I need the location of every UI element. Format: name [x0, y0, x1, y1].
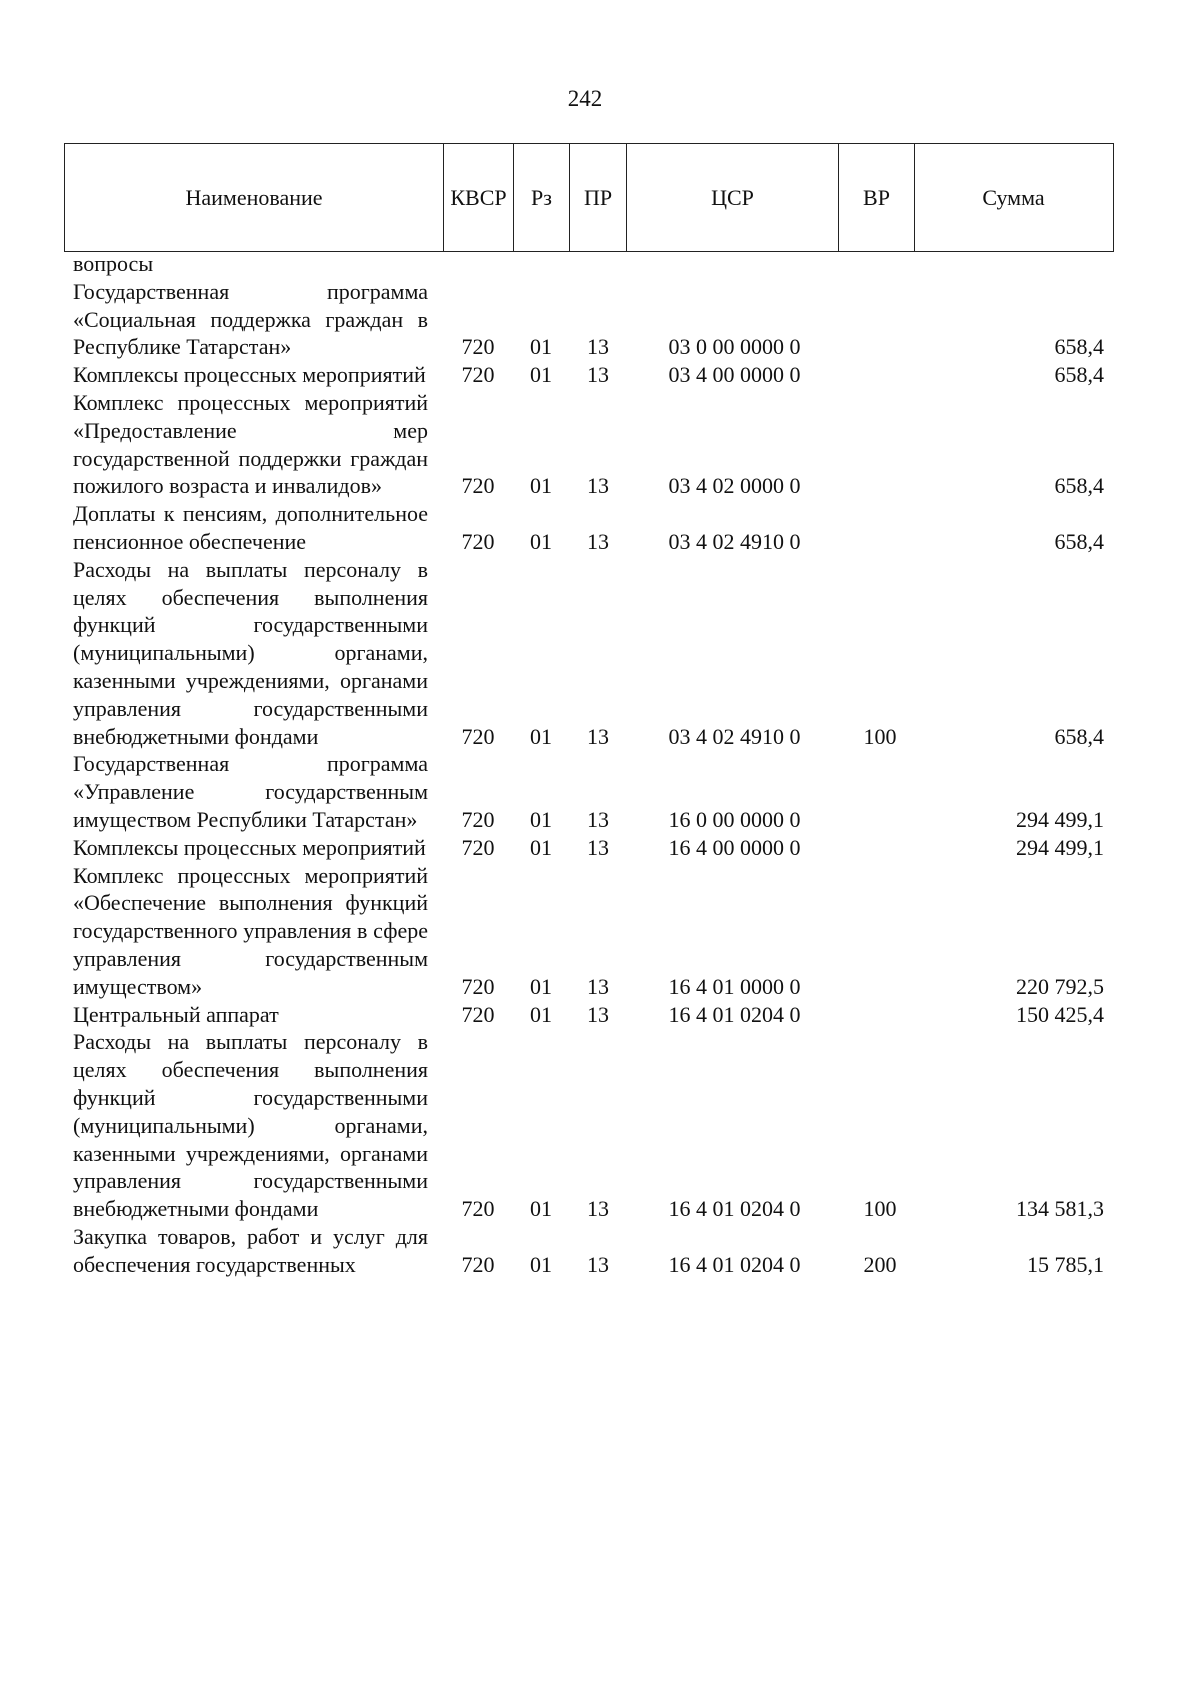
table-body — [0, 250, 1200, 1278]
table-row — [0, 361, 1200, 389]
row-name: вопросы — [73, 251, 154, 276]
row-vr: 200 — [863, 1251, 897, 1277]
row-sum: 15 785,1 — [1027, 1251, 1104, 1277]
row-rz: 01 — [530, 362, 552, 388]
row-kvsr: 720 — [461, 528, 495, 554]
row-rz: 01 — [530, 834, 552, 860]
row-name: Закупка товаров, работ и услуг для обеспечения государственных — [73, 1223, 428, 1277]
row-pr: 13 — [587, 1251, 609, 1277]
row-pr: 13 — [587, 362, 609, 388]
row-csr: 16 4 01 0204 0 — [668, 1251, 801, 1277]
row-name: Центральный аппарат — [73, 1001, 279, 1027]
row-sum: 658,4 — [1054, 528, 1104, 554]
row-pr: 13 — [587, 1196, 609, 1222]
row-pr: 13 — [587, 1001, 609, 1027]
row-kvsr: 720 — [461, 1251, 495, 1277]
row-rz: 01 — [530, 334, 552, 360]
row-kvsr: 720 — [461, 334, 495, 360]
row-csr: 03 4 02 4910 0 — [668, 528, 801, 554]
row-pr: 13 — [587, 473, 609, 499]
row-pr: 13 — [587, 834, 609, 860]
row-sum: 658,4 — [1054, 362, 1104, 388]
row-kvsr: 720 — [461, 806, 495, 832]
table-row — [0, 862, 1200, 1001]
row-rz: 01 — [530, 473, 552, 499]
row-sum: 658,4 — [1054, 723, 1104, 749]
row-name: Государственная программа «Социальная поддержка граждан в Республике Татарстан» — [73, 278, 428, 360]
row-pr: 13 — [587, 723, 609, 749]
header-name: Наименование — [185, 184, 323, 210]
table-row — [0, 1223, 1200, 1279]
table-header — [64, 143, 1114, 252]
table-row — [0, 750, 1200, 833]
row-name: Комплекс процессных мероприятий «Предоставление мер государственной поддержки граждан пожилого возраста и инвалидов» — [73, 389, 428, 499]
table-row — [0, 1028, 1200, 1223]
row-rz: 01 — [530, 1251, 552, 1277]
row-kvsr: 720 — [461, 1001, 495, 1027]
row-sum: 658,4 — [1054, 334, 1104, 360]
row-csr: 16 4 01 0000 0 — [668, 973, 801, 999]
row-rz: 01 — [530, 973, 552, 999]
row-csr: 03 4 02 0000 0 — [668, 473, 801, 499]
table-row — [0, 1001, 1200, 1029]
header-pr: ПР — [569, 144, 626, 251]
row-sum: 294 499,1 — [1016, 834, 1104, 860]
row-rz: 01 — [530, 1001, 552, 1027]
table-row — [0, 556, 1200, 751]
row-rz: 01 — [530, 1196, 552, 1222]
row-kvsr: 720 — [461, 973, 495, 999]
row-csr: 03 4 00 0000 0 — [668, 362, 801, 388]
row-csr: 16 0 00 0000 0 — [668, 806, 801, 832]
row-name: Комплексы процессных мероприятий — [73, 362, 426, 388]
table-row — [0, 500, 1200, 556]
row-name: Расходы на выплаты персоналу в целях обеспечения выполнения функций государственными (муниципальными) органами, казенными учреждениями, органами управления государственными внебюджетными фондами — [73, 556, 428, 749]
row-name: Комплекс процессных мероприятий «Обеспечение выполнения функций государственного управления в сфере управления государственным имуществом» — [73, 862, 428, 999]
row-pr: 13 — [587, 806, 609, 832]
row-sum: 150 425,4 — [1016, 1001, 1104, 1027]
row-kvsr: 720 — [461, 473, 495, 499]
row-kvsr: 720 — [461, 834, 495, 860]
row-sum: 294 499,1 — [1016, 806, 1104, 832]
header-csr: ЦСР — [626, 144, 838, 251]
row-name: Доплаты к пенсиям, дополнительное пенсионное обеспечение — [73, 501, 428, 554]
row-kvsr: 720 — [461, 1196, 495, 1222]
row-vr: 100 — [863, 723, 897, 749]
header-rz: Рз — [513, 144, 569, 251]
table-row — [0, 834, 1200, 862]
row-sum: 220 792,5 — [1016, 973, 1104, 999]
row-csr: 03 0 00 0000 0 — [668, 334, 801, 360]
row-rz: 01 — [530, 806, 552, 832]
table-row — [0, 389, 1200, 500]
row-sum: 134 581,3 — [1016, 1196, 1104, 1222]
row-kvsr: 720 — [461, 723, 495, 749]
row-kvsr: 720 — [461, 362, 495, 388]
row-name: Государственная программа «Управление государственным имуществом Республики Татарстан» — [73, 751, 428, 832]
header-vr: ВР — [838, 144, 914, 251]
header-kvsr: КВСР — [443, 144, 513, 251]
header-sum: Сумма — [914, 144, 1112, 251]
table-row — [0, 278, 1200, 361]
row-csr: 16 4 00 0000 0 — [668, 834, 801, 860]
row-pr: 13 — [587, 334, 609, 360]
row-pr: 13 — [587, 973, 609, 999]
row-csr: 16 4 01 0204 0 — [668, 1001, 801, 1027]
row-rz: 01 — [530, 723, 552, 749]
row-sum: 658,4 — [1054, 473, 1104, 499]
page-number: 242 — [567, 86, 603, 111]
row-rz: 01 — [530, 528, 552, 554]
row-name: Комплексы процессных мероприятий — [73, 834, 426, 860]
row-csr: 03 4 02 4910 0 — [668, 723, 801, 749]
row-vr: 100 — [863, 1196, 897, 1222]
row-name: Расходы на выплаты персоналу в целях обеспечения выполнения функций государственными (муниципальными) органами, казенными учреждениями, органами управления государственными внебюджетными фондами — [73, 1029, 428, 1222]
table-row — [0, 250, 1200, 278]
row-pr: 13 — [587, 528, 609, 554]
row-csr: 16 4 01 0204 0 — [668, 1196, 801, 1222]
